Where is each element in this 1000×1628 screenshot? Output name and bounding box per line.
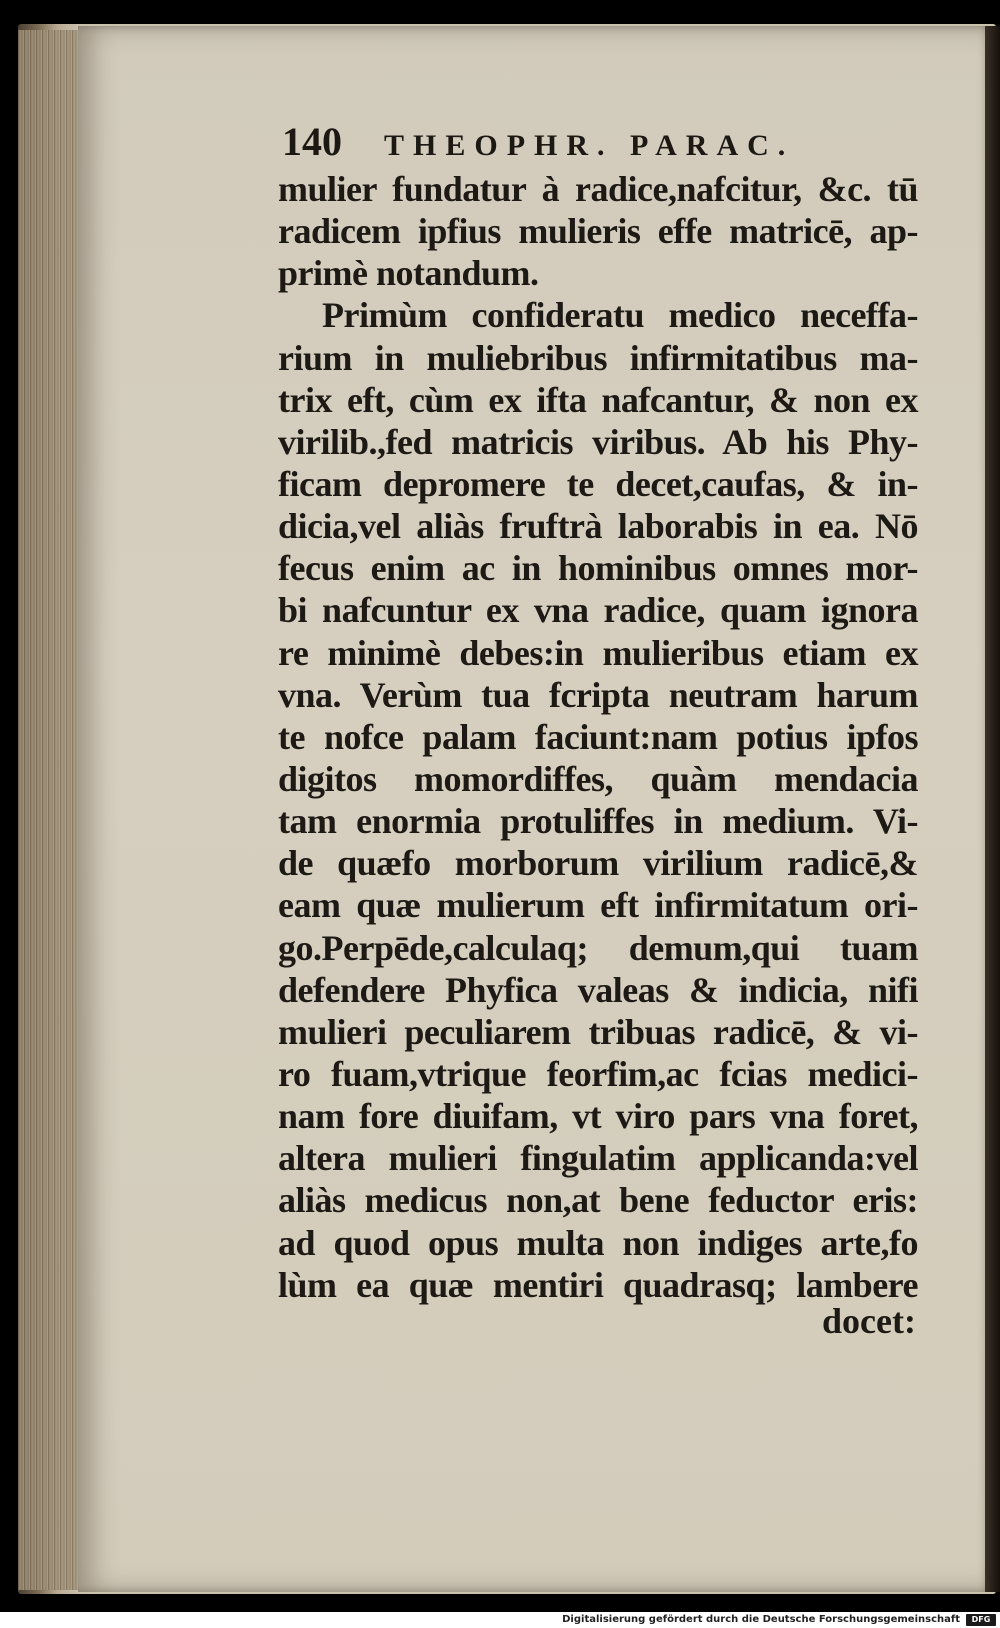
text-line: altera mulieri fingulatim applicanda:vel: [278, 1138, 918, 1179]
text-line: ro fuam,vtrique feorfim,ac fcias medici-: [278, 1053, 918, 1094]
text-line: mulieri peculiarem tribuas radicē, & vi-: [278, 1011, 918, 1052]
text-line: de quæfo morborum virilium radicē,&: [278, 843, 918, 884]
running-title: THEOPHR. PARAC.: [384, 129, 795, 162]
text-line: virilib.,fed matricis viribus. Ab his Phy-: [278, 421, 918, 462]
text-line: ad quod opus multa non indiges arte,fo: [278, 1222, 918, 1263]
funding-credit: Digitalisierung gefördert durch die Deutsche Forschungsgemeinschaft: [562, 1614, 960, 1625]
text-line: tam enormia protuliffes in medium. Vi-: [278, 801, 918, 842]
text-line: re minimè debes:in mulieribus etiam ex: [278, 632, 918, 673]
text-line: lùm ea quæ mentiri quadrasq; lambere: [278, 1264, 918, 1305]
text-line: aliàs medicus non,at bene feductor eris:: [278, 1180, 918, 1221]
text-line: bi nafcuntur ex vna radice, quam ignora: [278, 590, 918, 631]
text-line: fecus enim ac in hominibus omnes mor-: [278, 548, 918, 589]
text-line: mulier fundatur à radice,nafcitur, &c. tū: [278, 169, 918, 209]
text-line: dicia,vel aliàs fruftrà laborabis in ea. Nō: [278, 506, 918, 547]
page-header: [282, 118, 922, 166]
text-line: rium in muliebribus infirmitatibus ma-: [278, 337, 918, 378]
digitization-footer: [0, 1612, 1000, 1628]
body-text: [278, 168, 918, 1306]
dfg-logo: DFG: [966, 1614, 996, 1626]
text-line: radicem ipfius mulieris effe matricē, ap-: [278, 211, 918, 252]
text-line: nam fore diuifam, vt viro pars vna foret,: [278, 1096, 918, 1137]
text-line: primè notandum.: [278, 253, 539, 294]
page-edges: [18, 30, 78, 1590]
text-line: Primùm confideratu medico neceffa-: [322, 295, 918, 336]
text-line: go.Perpēde,calculaq; demum,qui tuam: [278, 927, 918, 968]
text-line: digitos momordiffes, quàm mendacia: [278, 758, 918, 799]
text-line: trix eft, cùm ex ifta nafcantur, & non ex: [278, 379, 918, 420]
page-number: 140: [282, 119, 342, 164]
catchword: docet:: [822, 1301, 916, 1341]
text-line: ficam depromere te decet,caufas, & in-: [278, 463, 918, 504]
page-gutter-edge: [985, 26, 1000, 1592]
text-line: defendere Phyfica valeas & indicia, nifi: [278, 969, 918, 1010]
text-line: eam quæ mulierum eft infirmitatum ori-: [278, 885, 918, 926]
text-line: vna. Verùm tua fcripta neutram harum: [278, 674, 918, 715]
text-line: te nofce palam faciunt:nam potius ipfos: [278, 716, 918, 757]
